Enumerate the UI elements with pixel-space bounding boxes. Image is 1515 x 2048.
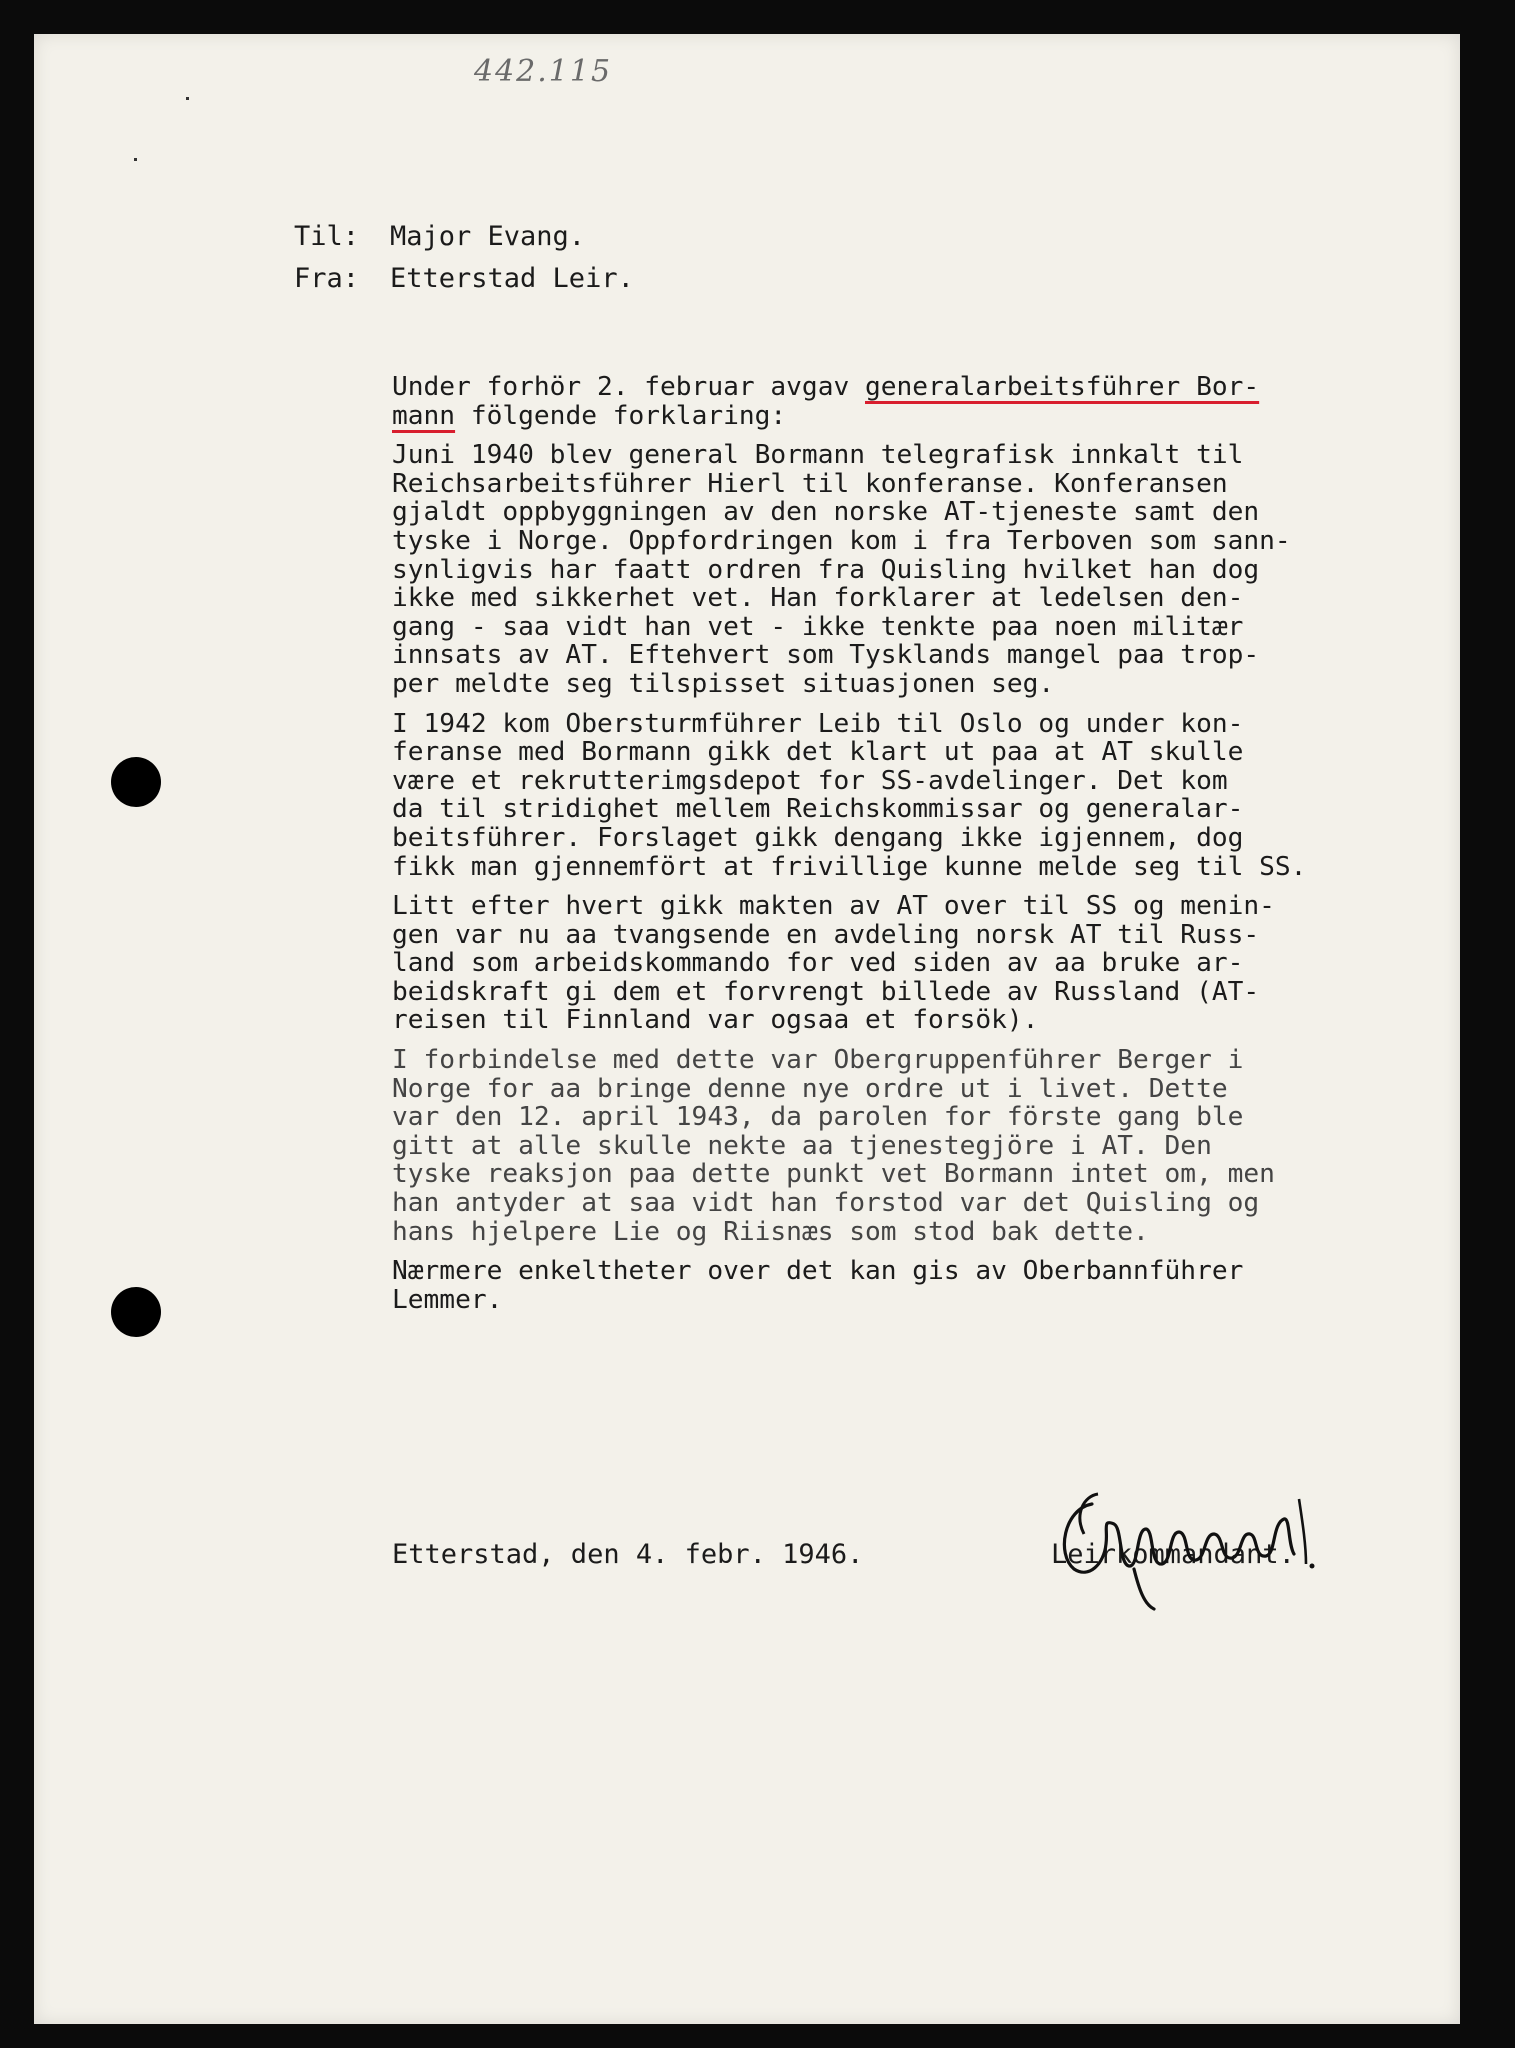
text-line: gen var nu aa tvangsende en avdeling norsk AT til Russ-	[392, 919, 1260, 950]
text-line: fikk man gjennemfört at frivillige kunne melde seg til SS.	[392, 851, 1307, 882]
text-line: Norge for aa bringe denne nye ordre ut i livet. Dette	[392, 1073, 1228, 1104]
body-paragraph	[392, 710, 1452, 882]
header-from	[294, 263, 634, 294]
text-line: Lemmer.	[392, 1284, 503, 1315]
body-paragraph	[392, 1046, 1452, 1246]
to-label: Til:	[294, 221, 360, 252]
text-line: Litt efter hvert gikk makten av AT over til SS og menin-	[392, 891, 1275, 922]
punch-hole-bottom	[111, 1287, 161, 1337]
text-line: innsats av AT. Eftehvert som Tysklands mangel paa trop-	[392, 640, 1260, 671]
underlined-text: mann	[392, 400, 456, 431]
signature-title: Leirkommandant.	[1051, 1539, 1295, 1570]
from-label: Fra:	[294, 263, 360, 294]
from-value: Etterstad Leir.	[390, 263, 634, 294]
text-line: han antyder at saa vidt han forstod var det Quisling og	[392, 1188, 1260, 1219]
text-line: var den 12. april 1943, da parolen for förste gang ble	[392, 1102, 1244, 1133]
text-line: Juni 1940 blev general Bormann telegrafisk innkalt til	[392, 440, 1244, 471]
text-line: per meldte seg tilspisset situasjonen seg.	[392, 668, 1055, 699]
speck-mark	[134, 158, 137, 161]
text-line: beidskraft gi dem et forvrengt billede av Russland (AT-	[392, 976, 1260, 1007]
body-paragraph	[392, 1257, 1452, 1314]
text-line: gitt at alle skulle nekte aa tjenestegjöre i AT. Den	[392, 1130, 1212, 1161]
text-segment: fölgende forklaring:	[455, 400, 787, 431]
text-line: synligvis har faatt ordren fra Quisling hvilket han dog	[392, 554, 1260, 585]
text-line: hans hjelpere Lie og Riisnæs som stod bak dette.	[392, 1216, 1149, 1247]
text-line: gang - saa vidt han vet - ikke tenkte paa noen militær	[392, 611, 1244, 642]
body-paragraph	[392, 892, 1452, 1035]
text-line: Nærmere enkeltheter over det kan gis av Oberbannführer	[392, 1256, 1244, 1287]
text-line: beitsführer. Forslaget gikk dengang ikke igjennem, dog	[392, 822, 1244, 853]
document-page	[34, 34, 1460, 2024]
text-line: reisen til Finnland var ogsaa et forsök).	[392, 1005, 1039, 1036]
text-line: tyske i Norge. Oppfordringen kom i fra Terboven som sann-	[392, 525, 1291, 556]
text-line: I 1942 kom Obersturmführer Leib til Oslo og under kon-	[392, 708, 1244, 739]
text-segment: Under forhör 2. februar avgav	[392, 372, 865, 402]
place-date: Etterstad, den 4. febr. 1946.	[392, 1539, 864, 1570]
text-line	[392, 402, 1452, 431]
underlined-text: generalarbeitsführer Bor-	[865, 372, 1260, 402]
text-line: land som arbeidskommando for ved siden av aa bruke ar-	[392, 948, 1244, 979]
to-value: Major Evang.	[390, 221, 586, 252]
handwritten-signature	[1044, 1474, 1364, 1624]
text-line: Reichsarbeitsführer Hierl til konferanse. Konferansen	[392, 468, 1228, 499]
speck-mark	[186, 97, 189, 100]
body-paragraph	[392, 441, 1452, 698]
text-line: være et rekrutterimgsdepot for SS-avdelinger. Det kom	[392, 765, 1228, 796]
letter-body	[392, 373, 1452, 1325]
punch-hole-top	[111, 757, 161, 807]
text-line	[392, 373, 1452, 402]
text-line: tyske reaksjon paa dette punkt vet Bormann intet om, men	[392, 1159, 1275, 1190]
text-line: gjaldt oppbyggningen av den norske AT-tjeneste samt den	[392, 497, 1260, 528]
text-line: ikke med sikkerhet vet. Han forklarer at ledelsen den-	[392, 583, 1244, 614]
header-to	[294, 221, 585, 252]
archive-reference-number: 442.115	[474, 54, 613, 89]
text-line: I forbindelse med dette var Obergruppenführer Berger i	[392, 1045, 1244, 1076]
body-paragraph	[392, 373, 1452, 430]
text-line: da til stridighet mellem Reichskommissar og generalar-	[392, 794, 1244, 825]
text-line: feranse med Bormann gikk det klart ut paa at AT skulle	[392, 737, 1244, 768]
